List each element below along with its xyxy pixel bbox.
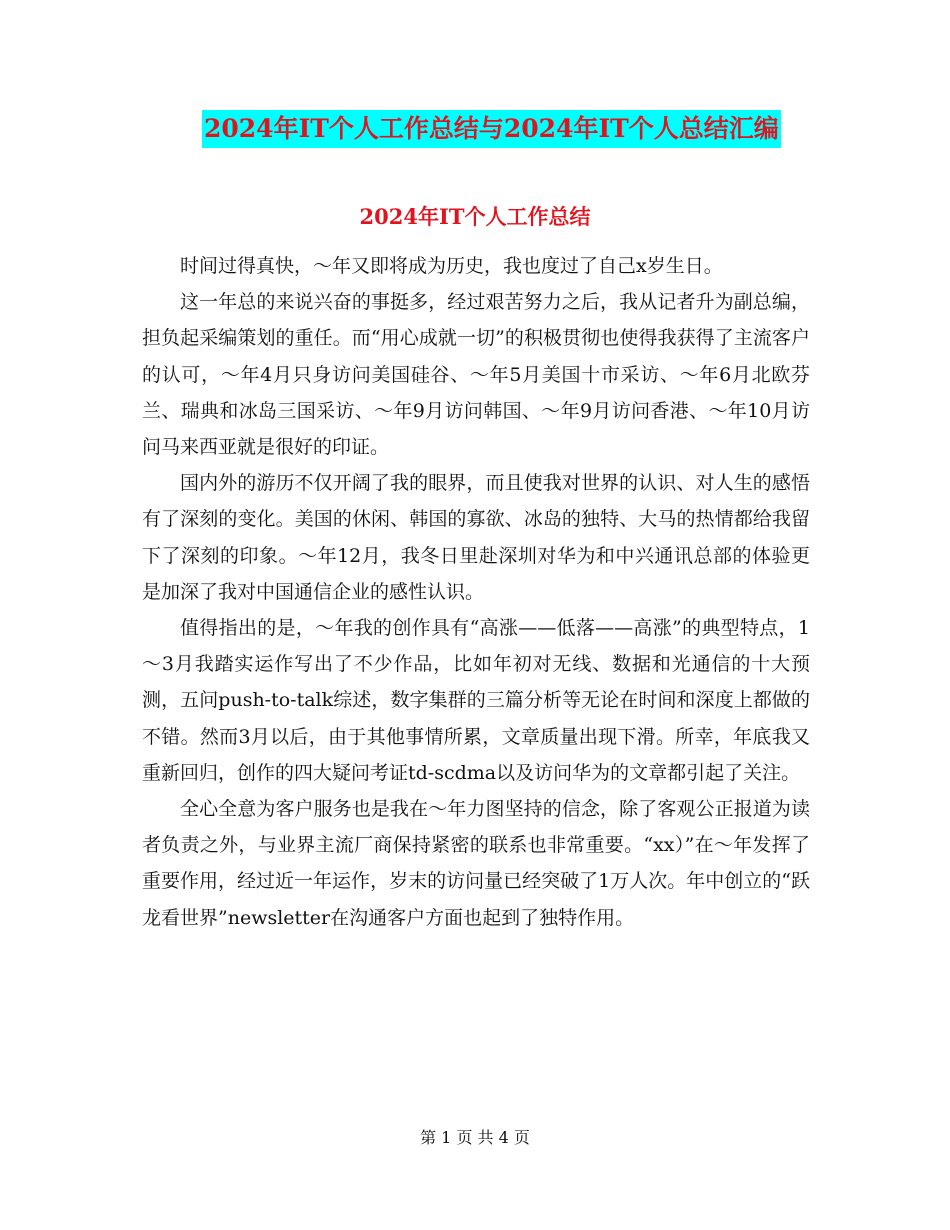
- document-main-title: 2024年IT个人工作总结与2024年IT个人总结汇编: [202, 110, 781, 148]
- paragraph-3: 国内外的游历不仅开阔了我的眼界，而且使我对世界的认识、对人生的感悟有了深刻的变化。美国的休闲、韩国的寡欲、冰岛的独特、大马的热情都给我留下了深刻的印象。～年12月，我冬日里赴深圳对华为和中兴通讯总部的体验更是加深了我对中国通信企业的感性认识。: [142, 472, 810, 603]
- paragraph-2: 这一年总的来说兴奋的事挺多，经过艰苦努力之后，我从记者升为副总编，担负起采编策划的重任。而“用心成就一切”的积极贯彻也使得我获得了主流客户的认可，～年4月只身访问美国硅谷、～年5月美国十市采访、～年6月北欧芬兰、瑞典和冰岛三国采访、～年9月访问韩国、～年9月访问香港、～年10月访问马来西亚就是很好的印证。: [142, 291, 810, 459]
- document-body: [142, 248, 810, 936]
- paragraph-1: 时间过得真快，～年又即将成为历史，我也度过了自己x岁生日。: [180, 255, 723, 277]
- paragraph-4: 值得指出的是，～年我的创作具有“高涨——低落——高涨”的典型特点，1～3月我踏实运作写出了不少作品，比如年初对无线、数据和光通信的十大预测，五问push-to-talk综述，数字集群的三篇分析等无论在时间和深度上都做的不错。然而3月以后，由于其他事情所累，文章质量出现下滑。所幸，年底我又重新回归，创作的四大疑问考证td-scdma以及访问华为的文章都引起了关注。: [142, 617, 810, 784]
- paragraph-5: 全心全意为客户服务也是我在～年力图坚持的信念，除了客观公正报道为读者负责之外，与业界主流厂商保持紧密的联系也非常重要。“xx）”在～年发挥了重要作用，经过近一年运作，岁末的访问量已经突破了1万人次。年中创立的“跃龙看世界”newsletter在沟通客户方面也起到了独特作用。: [142, 798, 810, 929]
- section-title: 2024年IT个人工作总结: [359, 204, 591, 229]
- page-footer: 第 1 页 共 4 页: [420, 1128, 530, 1147]
